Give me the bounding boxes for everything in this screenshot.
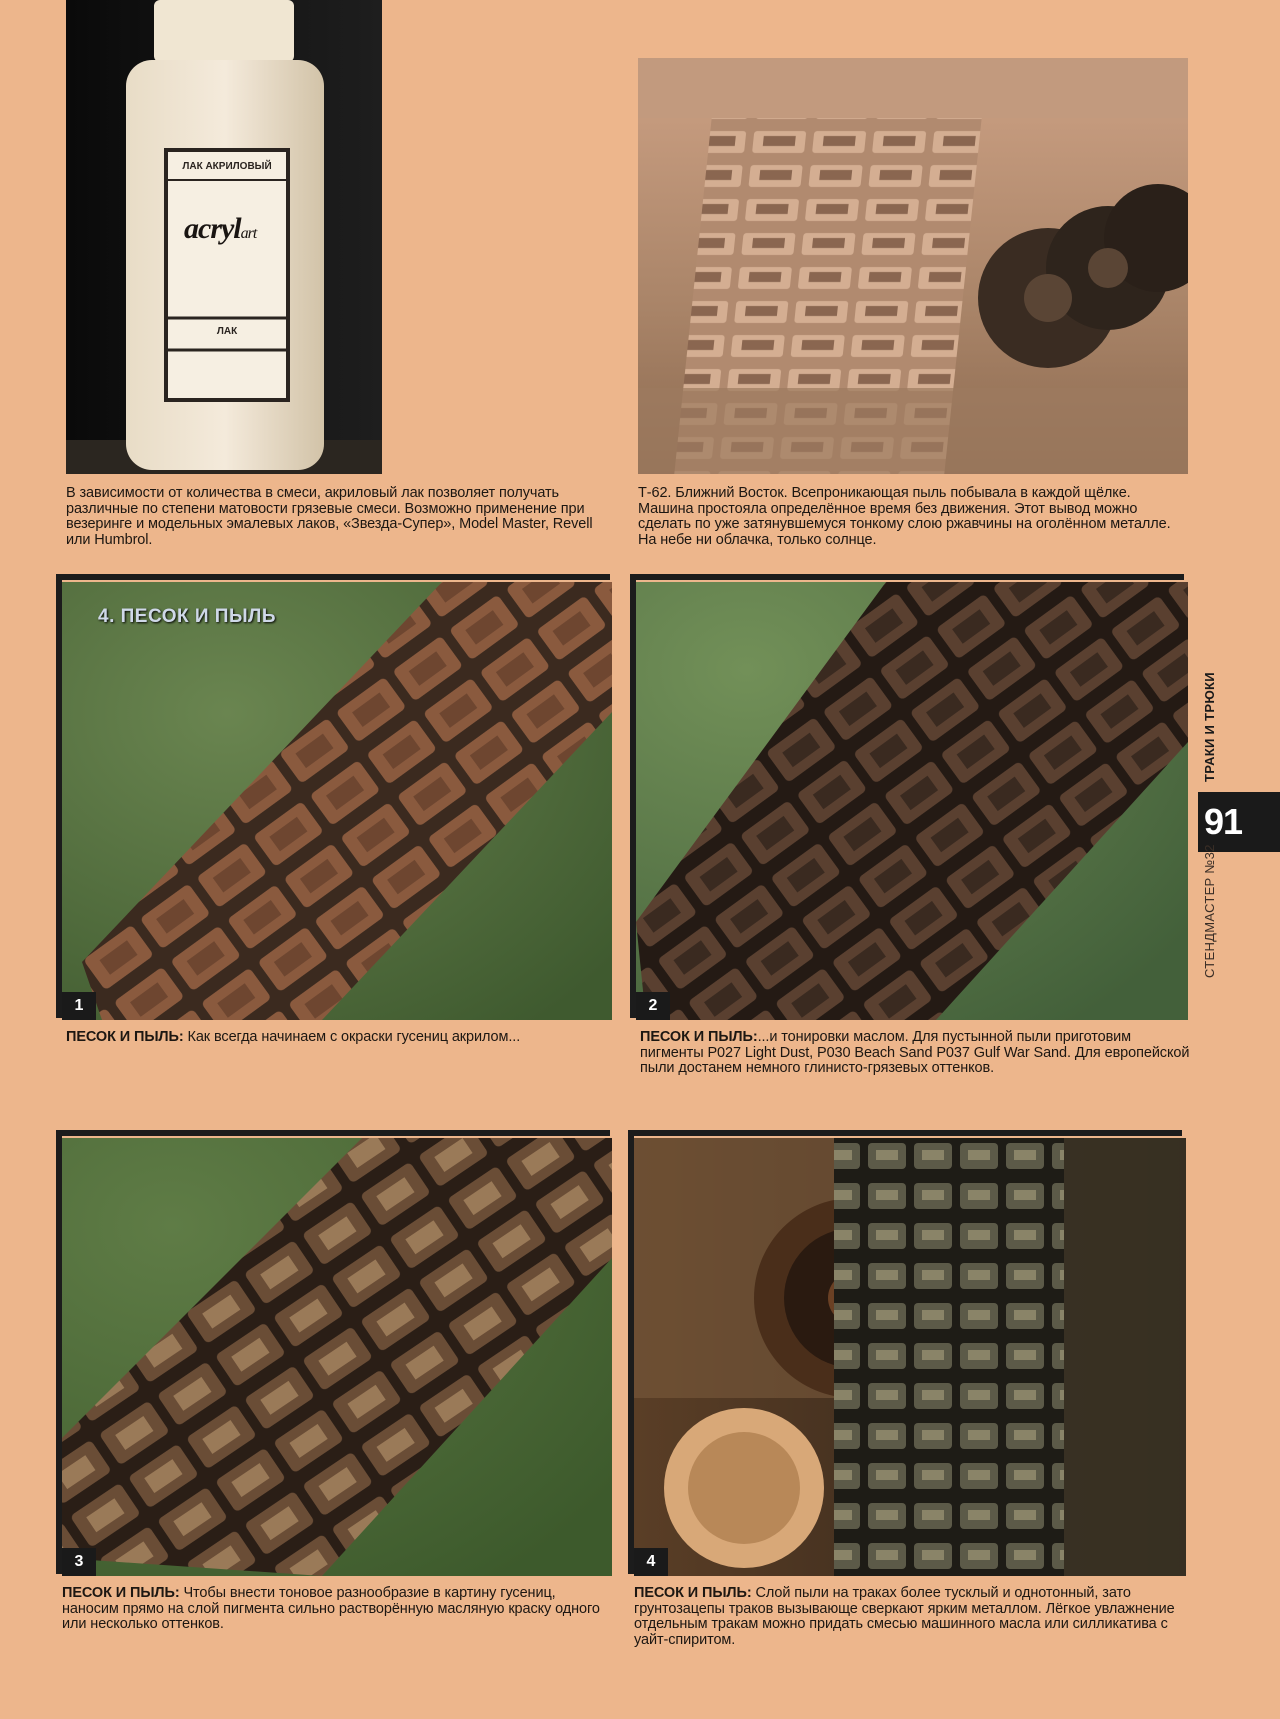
section-running-head: ТРАКИ И ТРЮКИ bbox=[1202, 672, 1217, 782]
step-2-caption bbox=[640, 1030, 1190, 1077]
step-1-frame bbox=[56, 574, 610, 580]
bottle-brand-suffix: art bbox=[240, 225, 257, 242]
bottle-brand bbox=[184, 212, 256, 246]
step-4-heading: ПЕСОК И ПЫЛЬ: bbox=[634, 1585, 752, 1601]
step-1-number: 1 bbox=[62, 992, 96, 1020]
tracks-pigment-illustration bbox=[62, 1138, 612, 1576]
step-4-frame bbox=[628, 1130, 1182, 1136]
step-3-photo bbox=[62, 1138, 612, 1576]
step-2-text: ...и тонировки маслом. Для пустынной пыли приготовим пигменты Р027 Light Dust, Р030 Beach Sand Р037 Gulf War Sand. Для европейской пыли достанем немного глинисто-грязевых оттенков. bbox=[640, 1029, 1190, 1076]
tracks-oil-illustration bbox=[636, 582, 1188, 1020]
step-4-text: Слой пыли на траках более тусклый и однотонный, зато грунтозацепы траков вызывающе сверкают ярким металлом. Лёгкое увлажнение отдельным тракам можно придать смесью машинного масла или силликатива с уайт-спиритом. bbox=[634, 1585, 1175, 1648]
step-2-frame bbox=[630, 574, 1184, 580]
tank-illustration bbox=[638, 58, 1188, 474]
step-1-text: Как всегда начинаем с окраски гусениц акрилом... bbox=[183, 1029, 521, 1045]
bottle-label-top: ЛАК АКРИЛОВЫЙ bbox=[182, 161, 272, 172]
tracks-acrylic-illustration bbox=[62, 582, 612, 1020]
bottle-label-bottom: ЛАК bbox=[216, 326, 238, 337]
tank-caption: Т-62. Ближний Восток. Всепроникающая пыль побывала в каждой щёлке. Машина простояла определённое время без движения. Этот вывод можно сделать по уже затянувшемуся тонкому слою ржавчины на оголённом металле. На небе ни облачка, только солнце. bbox=[638, 485, 1171, 548]
step-4-number: 4 bbox=[634, 1548, 668, 1576]
magazine-running-head: СТЕНДМАСТЕР №32 bbox=[1202, 844, 1217, 978]
step-2-number: 2 bbox=[636, 992, 670, 1020]
bottle-brand-text: acryl bbox=[184, 212, 241, 245]
step-1-photo bbox=[62, 582, 612, 1020]
bottle-photo bbox=[66, 0, 382, 474]
step-2-heading: ПЕСОК И ПЫЛЬ: bbox=[640, 1029, 758, 1045]
tank-t62-photo bbox=[638, 58, 1188, 474]
page-number: 91 bbox=[1204, 801, 1243, 842]
page-number-tab bbox=[1198, 792, 1280, 852]
step-3-text: Чтобы внести тоновое разнообразие в картину гусениц, наносим прямо на слой пигмента сильно растворённую масляную краску одного или несколько оттенков. bbox=[62, 1585, 600, 1632]
bottle-caption: В зависимости от количества в смеси, акриловый лак позволяет получать различные по степени матовости грязевые смеси. Возможно применение при везеринге и модельных эмалевых лаков, «Звезда-Супер», Model Master, Revell или Humbrol. bbox=[66, 485, 593, 548]
step-3-caption bbox=[62, 1586, 612, 1633]
step-1-heading: ПЕСОК И ПЫЛЬ: bbox=[66, 1029, 184, 1045]
step-4-caption bbox=[634, 1586, 1186, 1648]
step-1-caption bbox=[66, 1030, 616, 1046]
step-2-photo bbox=[636, 582, 1188, 1020]
step-3-heading: ПЕСОК И ПЫЛЬ: bbox=[62, 1585, 180, 1601]
step-4-photo bbox=[634, 1138, 1186, 1576]
section-title: 4. ПЕСОК И ПЫЛЬ bbox=[98, 606, 277, 627]
step-3-number: 3 bbox=[62, 1548, 96, 1576]
step-3-frame bbox=[56, 1130, 610, 1136]
drive-sprocket-illustration bbox=[634, 1138, 1186, 1576]
